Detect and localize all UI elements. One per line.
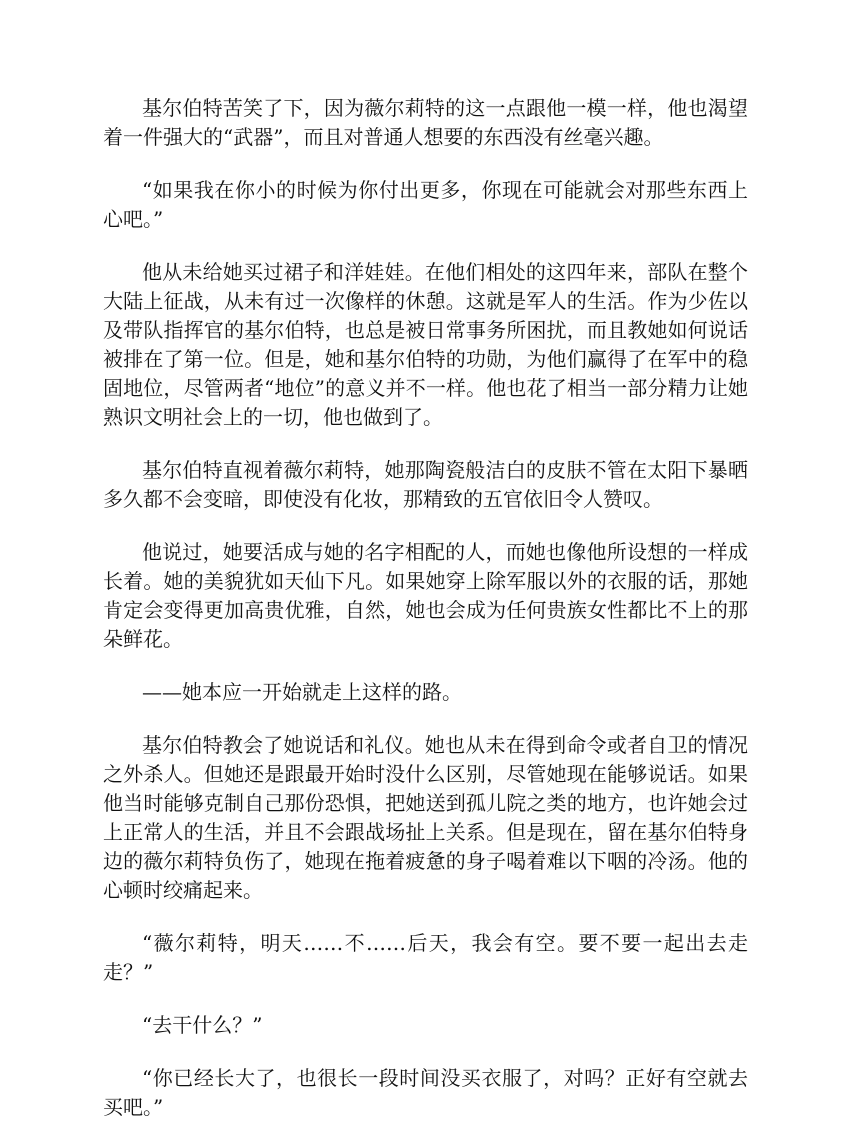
paragraph-8: “薇尔莉特，明天……不……后天，我会有空。要不要一起出去走走？” [103,931,748,984]
paragraph-5: 他说过，她要活成与她的名字相配的人，而她也像他所设想的一样成长着。她的美貌犹如天仙下凡。如果她穿上除军服以外的衣服的话，那她肯定会变得更加高贵优雅，自然，她也会成为任何贵族女性都比不上的那朵鲜花。 [103,540,748,651]
paragraph-2: “如果我在你小的时候为你付出更多，你现在可能就会对那些东西上心吧。” [103,178,748,231]
paragraph-9: “去干什么？” [142,1013,263,1037]
paragraph-6: ——她本应一开始就走上这样的路。 [142,680,462,704]
paragraph-1: 基尔伯特苦笑了下，因为薇尔莉特的这一点跟他一模一样，他也渴望着一件强大的“武器”，而且对普通人想要的东西没有丝毫兴趣。 [103,96,748,149]
paragraph-7: 基尔伯特教会了她说话和礼仪。她也从未在得到命令或者自卫的情况之外杀人。但她还是跟最开始时没什么区别，尽管她现在能够说话。如果他当时能够克制自己那份恐惧，把她送到孤儿院之类的地方，也许她会过上正常人的生活，并且不会跟战场扯上关系。但是现在，留在基尔伯特身边的薇尔莉特负伤了，她现在拖着疲惫的身子喝着难以下咽的冷汤。他的心顿时绞痛起来。 [103,733,748,902]
paragraph-10: “你已经长大了，也很长一段时间没买衣服了，对吗？正好有空就去买吧。” [103,1066,748,1119]
paragraph-4: 基尔伯特直视着薇尔莉特，她那陶瓷般洁白的皮肤不管在太阳下暴晒多久都不会变暗，即使没有化妆，那精致的五官依旧令人赞叹。 [103,458,748,511]
paragraph-3: 他从未给她买过裙子和洋娃娃。在他们相处的这四年来，部队在整个大陆上征战，从未有过一次像样的休憩。这就是军人的生活。作为少佐以及带队指挥官的基尔伯特，也总是被日常事务所困扰，而且教她如何说话被排在了第一位。但是，她和基尔伯特的功勋，为他们赢得了在军中的稳固地位，尽管两者“地位”的意义并不一样。他也花了相当一部分精力让她熟识文明社会上的一切，他也做到了。 [103,260,748,429]
